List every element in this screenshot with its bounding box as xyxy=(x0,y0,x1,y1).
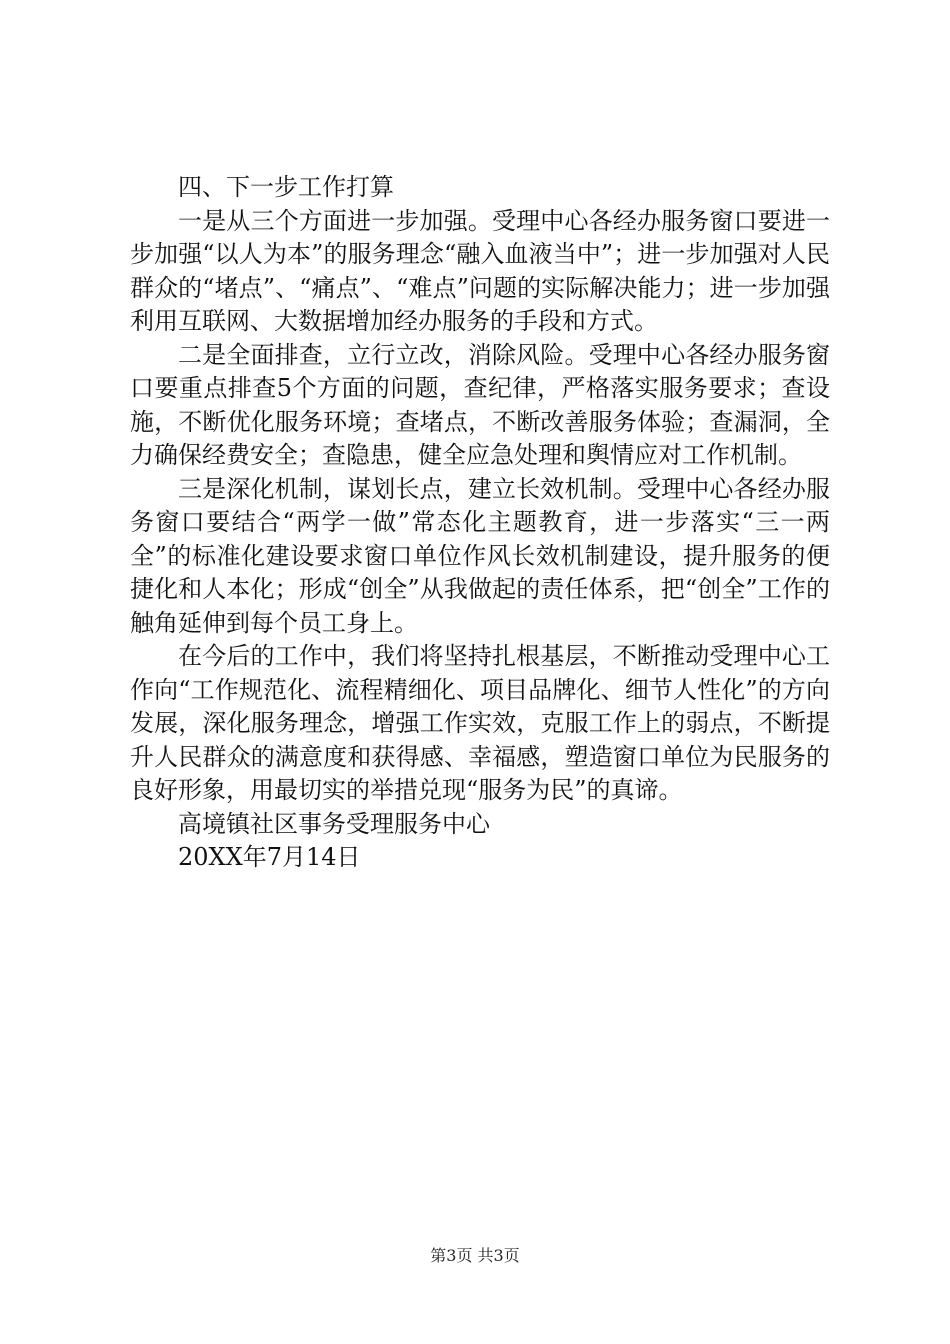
paragraph-3: 三是深化机制，谋划长点，建立长效机制。受理中心各经办服务窗口要结合“两学一做”常态化主题教育，进一步落实“三一两全”的标准化建设要求窗口单位作风长效机制建设，提升服务的便捷化和人本化；形成“创全”从我做起的责任体系，把“创全”工作的触角延伸到每个员工身上。 xyxy=(130,474,830,637)
paragraph-4: 在今后的工作中，我们将坚持扎根基层，不断推动受理中心工作向“工作规范化、流程精细化、项目品牌化、细节人性化”的方向发展，深化服务理念，增强工作实效，克服工作上的弱点，不断提升人民群众的满意度和获得感、幸福感，塑造窗口单位为民服务的良好形象，用最切实的举措兑现“服务为民”的真谛。 xyxy=(130,642,830,804)
section-heading: 四、下一步工作打算 xyxy=(178,173,394,201)
page-number-footer: 第3页 共3页 xyxy=(430,1246,520,1265)
document-body xyxy=(130,171,830,875)
signature-organization: 高境镇社区事务受理服务中心 xyxy=(178,809,490,838)
paragraph-1: 一是从三个方面进一步加强。受理中心各经办服务窗口要进一步加强“以人为本”的服务理念“融入血液当中”；进一步加强对人民群众的“堵点”、“痛点”、“难点”问题的实际解决能力；进一步加强利用互联网、大数据增加经办服务的手段和方式。 xyxy=(130,206,830,335)
signature-date: 20XX年7月14日 xyxy=(178,843,361,871)
paragraph-2: 二是全面排查，立行立改，消除风险。受理中心各经办服务窗口要重点排查5个方面的问题，查纪律，严格落实服务要求；查设施，不断优化服务环境；查堵点，不断改善服务体验；查漏洞，全力确保经费安全；查隐患，健全应急处理和舆情应对工作机制。 xyxy=(130,340,830,469)
